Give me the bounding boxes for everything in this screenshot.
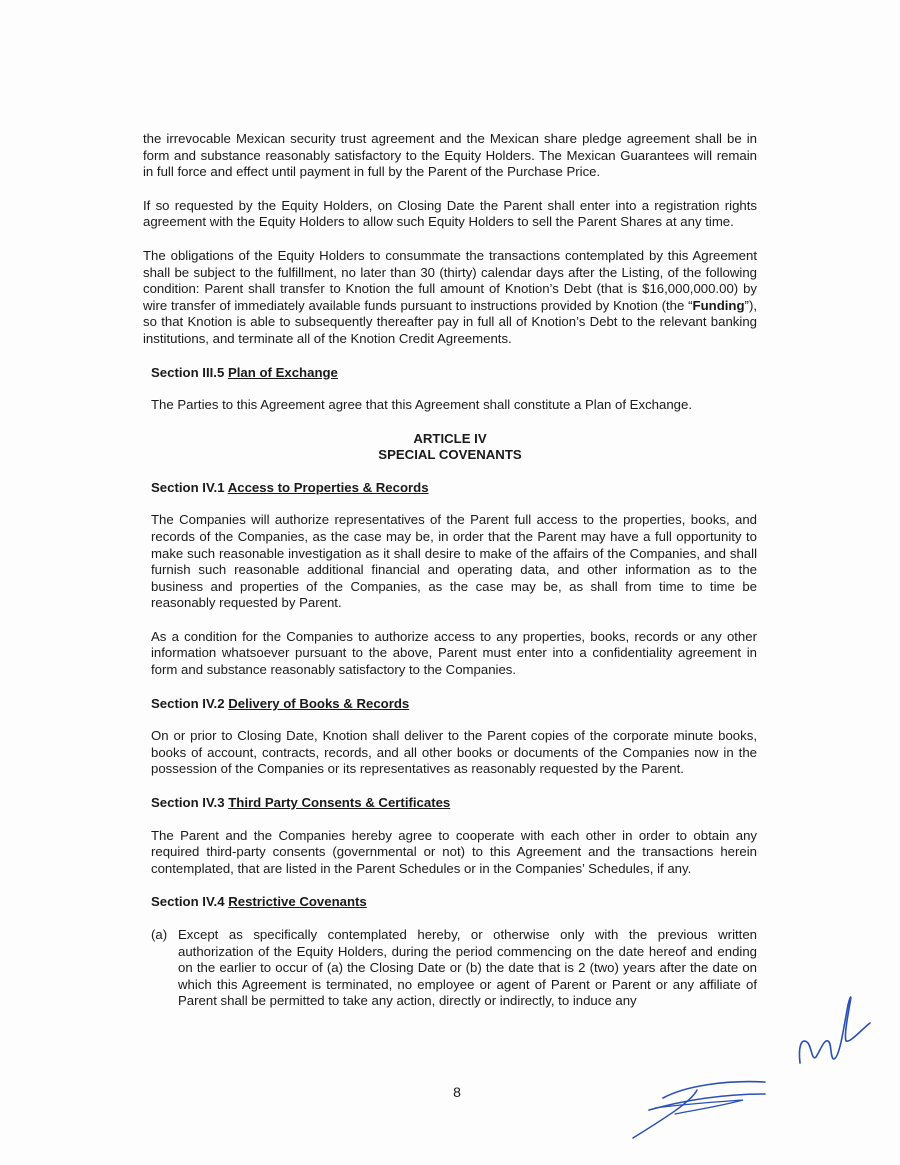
article-heading bbox=[143, 431, 757, 463]
section-iv3-body: The Parent and the Companies hereby agree to cooperate with each other in order to obtain any required third-party consents (governmental or not) to this Agreement and the transactions herein contemplated, that are listed in the Parent Schedules or in the Companies’ Schedules, if any. bbox=[151, 827, 757, 876]
section-iv3-heading bbox=[151, 795, 757, 812]
handwritten-signature bbox=[625, 1072, 775, 1144]
funding-defined-term: Funding bbox=[692, 297, 745, 313]
section-title: Restrictive Covenants bbox=[228, 894, 367, 910]
section-number: Section III.5 bbox=[151, 364, 225, 380]
section-iii5-heading bbox=[151, 365, 757, 382]
funding-text-before: The obligations of the Equity Holders to consummate the transactions contemplated by this Agreement shall be subject to the fulfillment, no later than 30 (thirty) calendar days after the Listing, of the following condition: Parent shall transfer to Knotion the full amount of Knotion’s Debt (that is $16,000,000.00) by wire transfer of immediately available funds pursuant to instructions provided by Knotion (the “ bbox=[143, 247, 757, 313]
article-number: ARTICLE IV bbox=[413, 430, 487, 446]
paragraph-mexican-guarantees: the irrevocable Mexican security trust agreement and the Mexican share pledge agreement shall be in form and substance reasonably satisfactory to the Equity Holders. The Mexican Guarantees will remain in full force and effect until payment in full by the Parent of the Purchase Price. bbox=[143, 131, 757, 180]
list-item-text: Except as specifically contemplated hereby, or otherwise only with the previous written authorization of the Equity Holders, during the period commencing on the date hereof and ending on the earlier to occur of (a) the Closing Date or (b) the date that is 2 (two) years after the date on which this Agreement is terminated, no employee or agent of Parent or Parent or any affiliate of Parent shall be permitted to take any action, directly or indirectly, to induce any bbox=[178, 927, 757, 1009]
section-number: Section IV.2 bbox=[151, 695, 225, 711]
section-iv4-heading bbox=[151, 894, 757, 911]
article-title: SPECIAL COVENANTS bbox=[378, 446, 522, 462]
section-iv1-body-1: The Companies will authorize representatives of the Parent full access to the properties, books, and records of the Companies, as the case may be, in order that the Parent may have a full opportunity to make such reasonable investigation as it shall desire to make of the affairs of the Companies, and shall furnish such reasonable additional financial and operating data, and other information as to the business and properties of the Companies, as the case may be, as shall from time to time be reasonably requested by Parent. bbox=[151, 512, 757, 611]
section-iii5-body: The Parties to this Agreement agree that this Agreement shall constitute a Plan of Exchange. bbox=[151, 397, 693, 413]
page-number: 8 bbox=[453, 1084, 461, 1100]
list-item bbox=[151, 927, 757, 1010]
list-marker: (a) bbox=[151, 927, 168, 942]
section-title: Delivery of Books & Records bbox=[228, 695, 410, 711]
section-iv2-body: On or prior to Closing Date, Knotion shall deliver to the Parent copies of the corporate minute books, books of account, contracts, records, and all other books or documents of the Companies now in the possession of the Companies or its representatives as reasonably requested by the Parent. bbox=[151, 728, 757, 777]
section-title: Plan of Exchange bbox=[227, 364, 338, 380]
section-iv2-heading bbox=[151, 696, 757, 713]
section-number: Section IV.4 bbox=[151, 894, 225, 910]
paragraph-registration-rights: If so requested by the Equity Holders, on Closing Date the Parent shall enter into a registration rights agreement with the Equity Holders to allow such Equity Holders to sell the Parent Shares at any time. bbox=[143, 197, 757, 230]
section-iv1-heading bbox=[151, 480, 757, 497]
section-iv1-body-2: As a condition for the Companies to authorize access to any properties, books, records or any other information whatsoever pursuant to the above, Parent must enter into a confidentiality agreement in form and substance reasonably satisfactory to the Companies. bbox=[151, 628, 757, 678]
initials-signature bbox=[790, 985, 880, 1075]
section-title: Third Party Consents & Certificates bbox=[228, 795, 451, 811]
paragraph-funding-condition bbox=[143, 248, 757, 348]
funding-text-after: ”), so that Knotion is able to subsequently thereafter pay in full all of Knotion’s Debt to the relevant banking institutions, and terminate all of the Knotion Credit Agreements. bbox=[143, 297, 757, 346]
section-number: Section IV.3 bbox=[151, 795, 225, 811]
page-body bbox=[143, 131, 757, 1010]
section-title: Access to Properties & Records bbox=[227, 479, 429, 495]
section-number: Section IV.1 bbox=[151, 479, 225, 495]
